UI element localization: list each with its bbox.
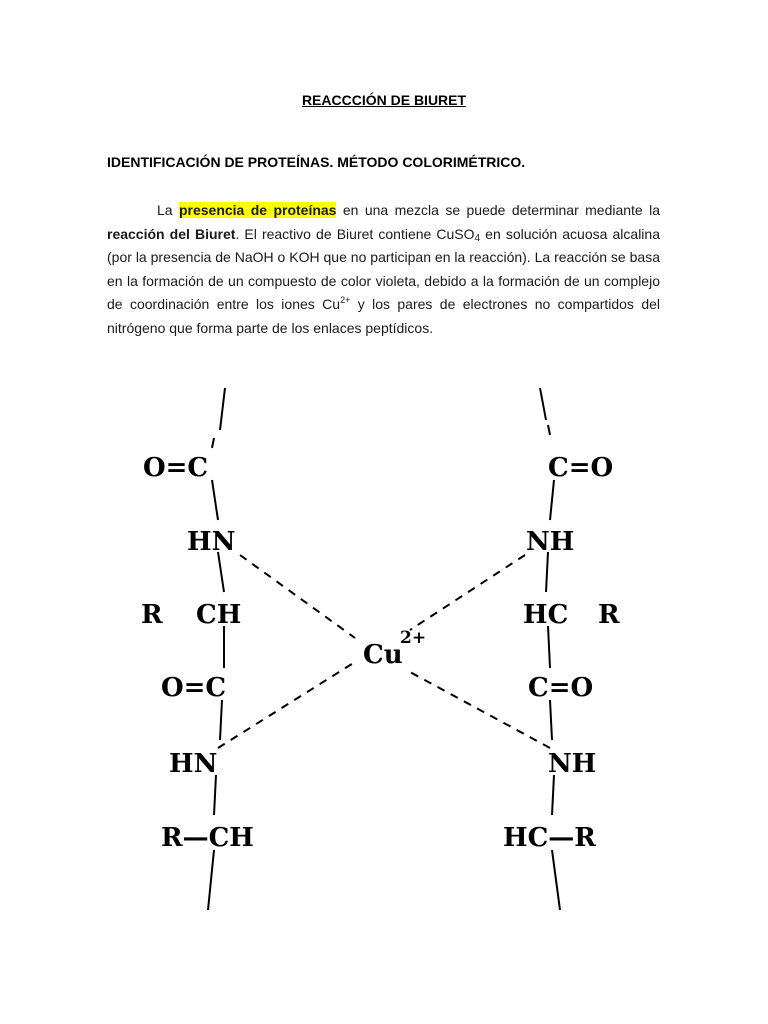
paragraph-text-4: en solución acuosa alcalina (por la presencia de NaOH o KOH que no participan en la reacción). La reacción se basa en la formación de un compuesto de color violeta, debido a la formación de un complejo de coordinación entre los iones Cu: [107, 225, 660, 312]
superscript-charge: 2+: [340, 295, 351, 305]
right-ch-top: HC: [523, 600, 569, 630]
right-r-group-top: R: [598, 600, 620, 630]
highlighted-phrase: presencia de proteínas: [178, 202, 337, 218]
paragraph-text-2: en una mezcla se puede determinar mediante la: [336, 202, 660, 218]
left-carbonyl-bottom: O=C: [161, 673, 227, 703]
right-amine-bottom: NH: [548, 749, 597, 779]
copper-ion: Cu: [363, 640, 403, 670]
paragraph-text-3: . El reactivo de Biuret contiene CuSO: [235, 225, 475, 242]
right-carbonyl-bottom: C=O: [528, 673, 594, 703]
document-title: REACCCIÓN DE BIURET: [301, 92, 467, 108]
paragraph-text-5: y los pares de electrones no compartidos del nitrógeno que forma parte de los enlaces peptídicos.: [107, 296, 660, 336]
right-ch-bottom: HC—R: [503, 823, 596, 853]
left-amine-top: HN: [187, 527, 236, 557]
paragraph-text-1: La: [157, 202, 179, 218]
left-r-group-top: R: [141, 600, 163, 630]
left-ch-top: CH: [196, 600, 242, 630]
bold-phrase: reacción del Biuret: [107, 225, 236, 242]
subscript-4: 4: [474, 232, 481, 244]
left-amine-bottom: HN: [169, 749, 218, 779]
right-amine-top: NH: [526, 527, 575, 557]
right-carbonyl-top: C=O: [548, 453, 614, 483]
copper-charge: 2+: [400, 628, 427, 648]
section-heading: IDENTIFICACIÓN DE PROTEÍNAS. MÉTODO COLORIMÉTRICO.: [107, 154, 526, 170]
body-paragraph: [107, 199, 660, 340]
biuret-complex-diagram: [130, 380, 640, 920]
left-carbonyl-top: O=C: [143, 453, 209, 483]
left-ch-bottom: R—CH: [161, 823, 254, 853]
